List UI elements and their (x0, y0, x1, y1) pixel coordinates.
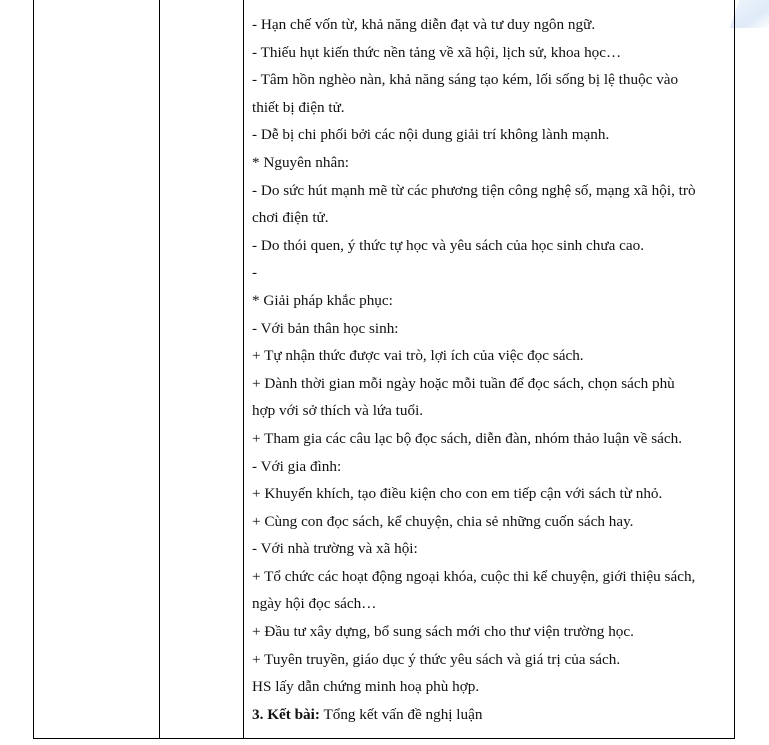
text-line: HS lấy dẫn chứng minh hoạ phù hợp. (252, 678, 480, 696)
text-line: + Tổ chức các hoạt động ngoại khóa, cuộc thi kể chuyện, giới thiệu sách, (252, 567, 696, 585)
text-line: chơi điện tử. (252, 209, 329, 227)
text-line: - Hạn chế vốn từ, khả năng diễn đạt và tư duy ngôn ngữ. (252, 16, 596, 33)
text-line: - Thiếu hụt kiến thức nền tảng về xã hội, lịch sử, khoa học… (252, 43, 622, 61)
text-line: + Đầu tư xây dựng, bổ sung sách mới cho thư viện trường học. (252, 623, 634, 641)
corner-watermark (730, 0, 769, 28)
text-line: - Dễ bị chi phối bởi các nội dung giải trí không lành mạnh. (252, 126, 610, 144)
text-line: + Khuyến khích, tạo điều kiện cho con em tiếp cận với sách từ nhỏ. (252, 485, 663, 503)
text-line: ngày hội đọc sách… (252, 595, 377, 613)
text-line: - (252, 264, 258, 282)
conclusion-heading: 3. Kết bài: (252, 705, 320, 723)
section-heading: * Nguyên nhân: (252, 153, 350, 171)
text-line: hợp với sở thích và lứa tuổi. (252, 402, 424, 420)
text-line: + Tự nhận thức được vai trò, lợi ích của việc đọc sách. (252, 347, 584, 365)
question-column-cell (34, 0, 160, 739)
answer-table (33, 0, 735, 739)
text-line: thiết bị điện tử. (252, 98, 345, 116)
text-line: + Cùng con đọc sách, kể chuyện, chia sẻ những cuốn sách hay. (252, 512, 634, 530)
conclusion-line (252, 701, 724, 729)
text-line: - Với bản thân học sinh: (252, 319, 399, 337)
text-line: + Tham gia các câu lạc bộ đọc sách, diễn đàn, nhóm thảo luận về sách. (252, 429, 683, 447)
section-heading: * Giải pháp khắc phục: (252, 291, 393, 309)
text-line: - Với nhà trường và xã hội: (252, 540, 418, 558)
score-column-cell (160, 0, 244, 739)
conclusion-text: Tổng kết vấn đề nghị luận (319, 705, 483, 723)
answer-content (244, 0, 734, 728)
text-line: - Do thói quen, ý thức tự học và yêu sách của học sinh chưa cao. (252, 236, 645, 254)
text-line: + Dành thời gian mỗi ngày hoặc mỗi tuần để đọc sách, chọn sách phù (252, 374, 675, 392)
table-row (34, 0, 735, 739)
content-column-cell (244, 0, 735, 739)
text-line: - Do sức hút mạnh mẽ từ các phương tiện công nghệ số, mạng xã hội, trò (252, 181, 696, 199)
text-line: + Tuyên truyền, giáo dục ý thức yêu sách và giá trị của sách. (252, 650, 621, 668)
text-line: - Tâm hồn nghèo nàn, khả năng sáng tạo kém, lối sống bị lệ thuộc vào (252, 71, 679, 89)
text-line: - Với gia đình: (252, 457, 342, 475)
